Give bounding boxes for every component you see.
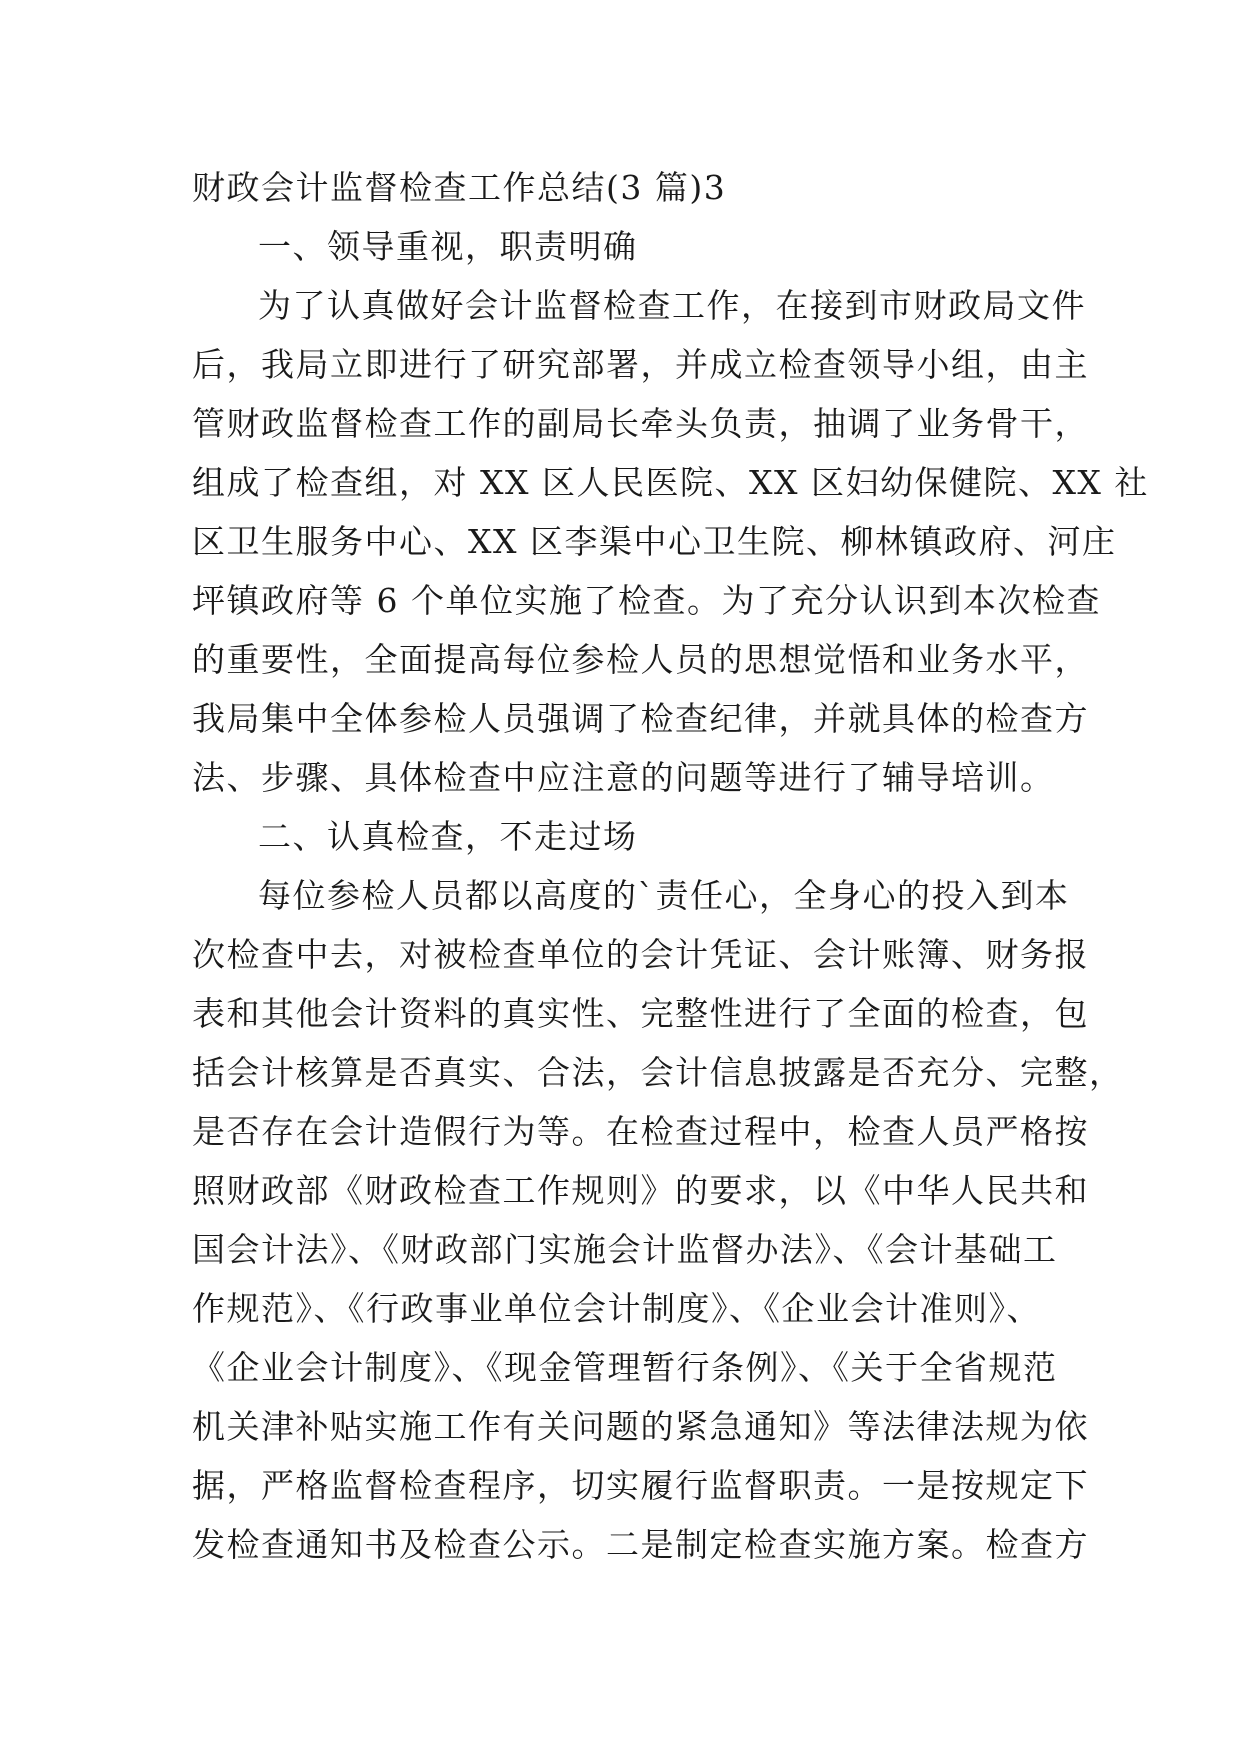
paragraph-line: 区卫生服务中心、XX 区李渠中心卫生院、柳林镇政府、河庄 (192, 522, 1117, 561)
paragraph-line: 的重要性，全面提高每位参检人员的思想觉悟和业务水平， (192, 640, 1089, 679)
paragraph-line: 我局集中全体参检人员强调了检查纪律，并就具体的检查方 (192, 699, 1089, 738)
paragraph-line: 作规范》、《行政事业单位会计制度》、《企业会计准则》、 (192, 1289, 1041, 1328)
paragraph-line: 为了认真做好会计监督检查工作，在接到市财政局文件 (258, 286, 1086, 325)
paragraph-line: 机关津补贴实施工作有关问题的紧急通知》等法律法规为依 (192, 1407, 1089, 1446)
document-body (192, 158, 1149, 1574)
paragraph-line: 据，严格监督检查程序，切实履行监督职责。一是按规定下 (192, 1466, 1089, 1505)
paragraph-line: 后，我局立即进行了研究部署，并成立检查领导小组，由主 (192, 345, 1089, 384)
section-heading-2: 二、认真检查，不走过场 (258, 817, 638, 856)
paragraph-line: 次检查中去，对被检查单位的会计凭证、会计账簿、财务报 (192, 935, 1089, 974)
paragraph-line: 法、步骤、具体检查中应注意的问题等进行了辅导培训。 (192, 758, 1055, 797)
paragraph-line: 《企业会计制度》、《现金管理暂行条例》、《关于全省规范 (192, 1348, 1058, 1387)
paragraph-line: 坪镇政府等 6 个单位实施了检查。为了充分认识到本次检查 (192, 581, 1101, 620)
document-title: 财政会计监督检查工作总结(3 篇)3 (192, 168, 727, 207)
paragraph-line: 管财政监督检查工作的副局长牵头负责，抽调了业务骨干， (192, 404, 1089, 443)
section-heading-1: 一、领导重视，职责明确 (258, 227, 638, 266)
paragraph-line: 表和其他会计资料的真实性、完整性进行了全面的检查，包 (192, 994, 1089, 1033)
paragraph-line: 组成了检查组，对 XX 区人民医院、XX 区妇幼保健院、XX 社 (192, 463, 1149, 502)
paragraph-line: 括会计核算是否真实、合法，会计信息披露是否充分、完整， (192, 1053, 1124, 1092)
paragraph-line: 每位参检人员都以高度的`责任心，全身心的投入到本 (258, 876, 1070, 915)
paragraph-line: 国会计法》、《财政部门实施会计监督办法》、《会计基础工 (192, 1230, 1058, 1269)
paragraph-line: 照财政部《财政检查工作规则》的要求，以《中华人民共和 (192, 1171, 1089, 1210)
paragraph-line: 发检查通知书及检查公示。二是制定检查实施方案。检查方 (192, 1525, 1089, 1564)
paragraph-line: 是否存在会计造假行为等。在检查过程中，检查人员严格按 (192, 1112, 1089, 1151)
